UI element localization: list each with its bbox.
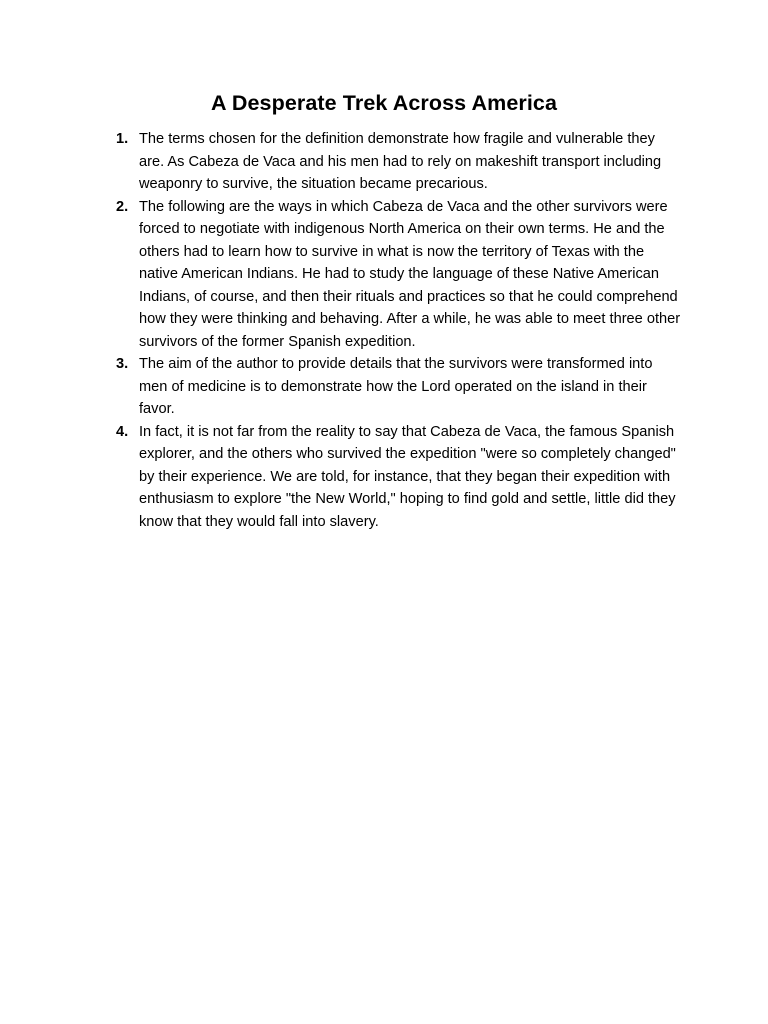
list-item-text: In fact, it is not far from the reality to say that Cabeza de Vaca, the famous Spanish explorer, and the others who survived the expedition "were so completely changed" by their experience. We are told, for instance, that they began their expedition with enthusiasm to explore "the New World," hoping to find gold and settle, little did they know that they would fall into slavery. bbox=[139, 423, 676, 530]
list-item bbox=[112, 196, 684, 354]
numbered-list bbox=[112, 128, 684, 533]
page-title: A Desperate Trek Across America bbox=[210, 91, 558, 115]
list-item-text: The terms chosen for the definition demonstrate how fragile and vulnerable they are. As Cabeza de Vaca and his men had to rely on makeshift transport including weaponry to survive, the situation became precarious. bbox=[139, 131, 662, 192]
list-item-number: 2. bbox=[116, 198, 129, 215]
list-item-number: 1. bbox=[116, 131, 129, 147]
list-item bbox=[112, 353, 684, 421]
list-item-text: The aim of the author to provide details that the survivors were transformed into men of medicine is to demonstrate how the Lord operated on the island in their favor. bbox=[139, 356, 653, 417]
list-item bbox=[112, 128, 684, 196]
list-item-number: 4. bbox=[116, 423, 129, 440]
list-item-number: 3. bbox=[116, 356, 129, 372]
list-item bbox=[112, 421, 684, 534]
list-item-text: The following are the ways in which Cabeza de Vaca and the other survivors were forced to negotiate with indigenous North America on their own terms. He and the others had to learn how to survive in what is now the territory of Texas with the native American Indians. He had to study the language of these Native American Indians, of course, and then their rituals and practices so that he could comprehend how they were thinking and behaving. After a while, he was able to meet three other survivors of the former Spanish expedition. bbox=[139, 198, 681, 350]
